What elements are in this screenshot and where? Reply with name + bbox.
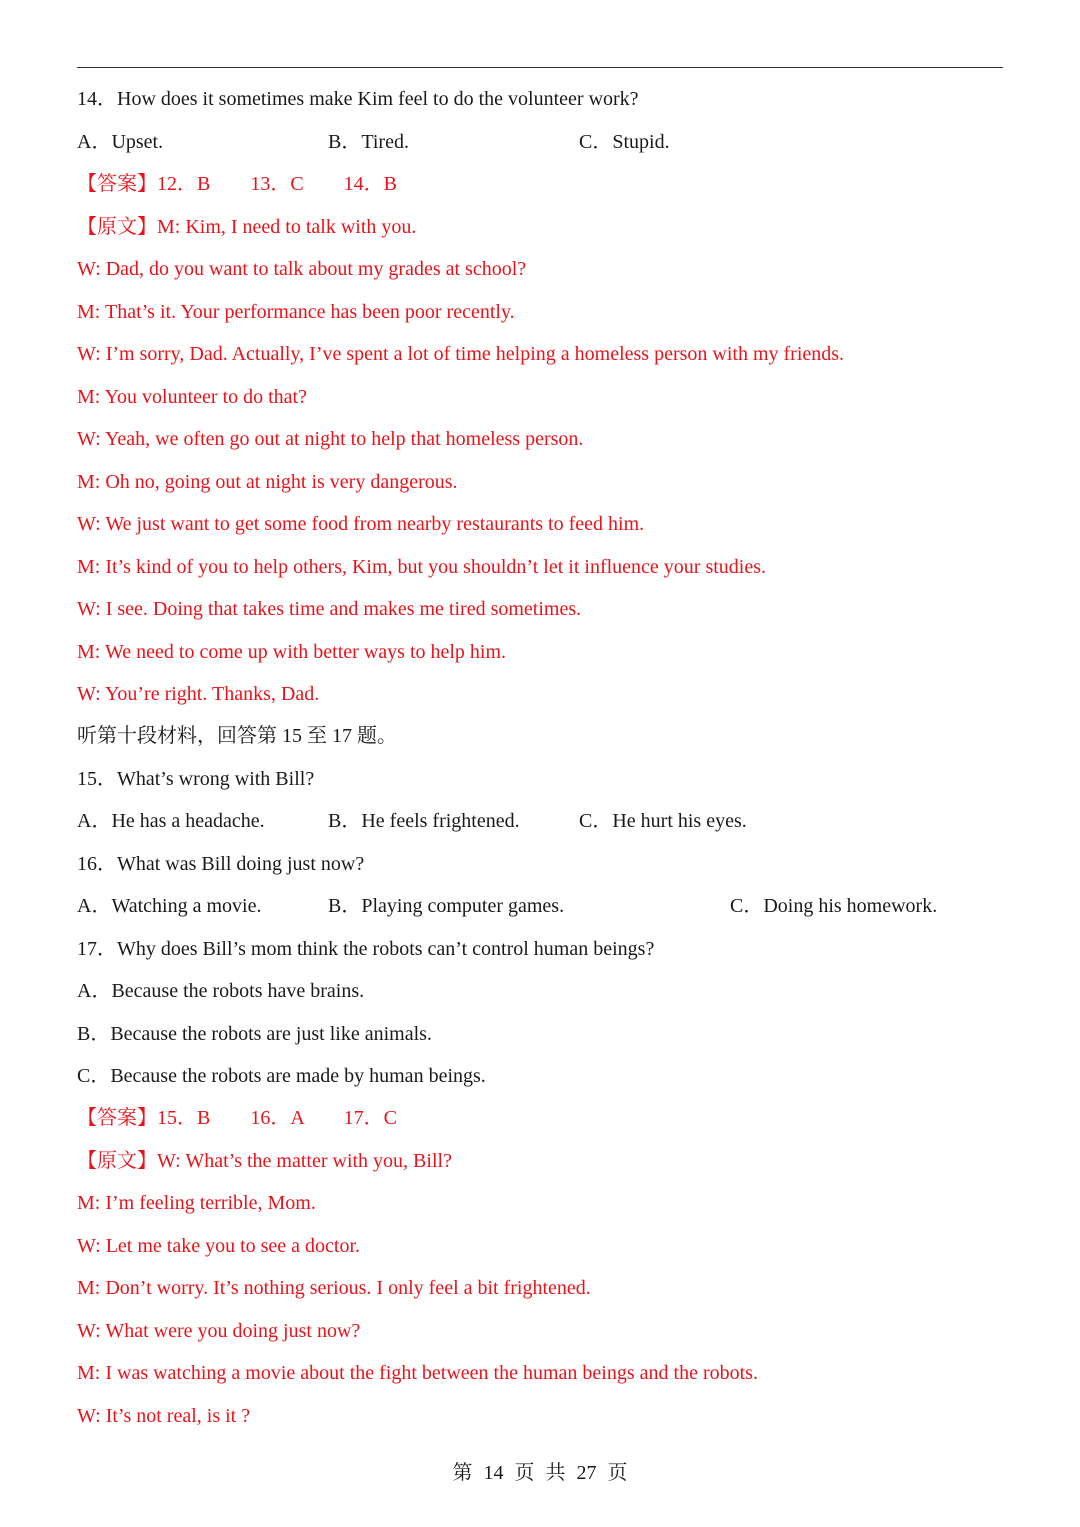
transcript-1-line: M: That’s it. Your performance has been poor recently.	[77, 301, 515, 323]
transcript-2-line: W: What were you doing just now?	[77, 1320, 361, 1342]
transcript-1-line: M: We need to come up with better ways to help him.	[77, 641, 507, 663]
section-header: 听第十段材料，回答第 15 至 17 题。	[77, 725, 397, 747]
transcript-tag: 【原文】	[77, 216, 157, 238]
question-16-options	[77, 894, 1003, 918]
transcript-2-line: M: I’m feeling terrible, Mom.	[77, 1192, 316, 1214]
transcript-1-line: M: You volunteer to do that?	[77, 386, 307, 408]
answer-tag: 【答案】	[77, 1107, 157, 1129]
q15-option-b: B．He feels frightened.	[328, 810, 520, 832]
transcript-2-first	[77, 1149, 452, 1173]
question-14: 14．How does it sometimes make Kim feel to do the volunteer work?	[77, 88, 639, 110]
answer-key-1	[77, 172, 397, 196]
q15-option-a: A．He has a headache.	[77, 810, 265, 832]
q14-option-c: C．Stupid.	[579, 131, 670, 153]
transcript-line: M: Kim, I need to talk with you.	[157, 216, 417, 238]
transcript-tag: 【原文】	[77, 1150, 157, 1172]
q15-option-c: C．He hurt his eyes.	[579, 810, 747, 832]
page-number: 第 14 页 共 27 页	[452, 1462, 628, 1484]
question-17: 17．Why does Bill’s mom think the robots can’t control human beings?	[77, 938, 655, 960]
q14-option-b: B．Tired.	[328, 131, 409, 153]
q17-option-b: B．Because the robots are just like animals.	[77, 1023, 432, 1045]
header-rule	[77, 67, 1003, 68]
q16-option-b: B．Playing computer games.	[328, 895, 565, 917]
transcript-1-line: W: We just want to get some food from nearby restaurants to feed him.	[77, 513, 645, 535]
transcript-1-line: W: You’re right. Thanks, Dad.	[77, 683, 320, 705]
answer-tag: 【答案】	[77, 173, 157, 195]
transcript-1-line: W: I’m sorry, Dad. Actually, I’ve spent a lot of time helping a homeless person with my friends.	[77, 343, 845, 365]
question-16: 16．What was Bill doing just now?	[77, 853, 365, 875]
q17-option-a: A．Because the robots have brains.	[77, 980, 365, 1002]
answer-text: 12．B 13．C 14．B	[157, 173, 398, 195]
q17-option-c: C．Because the robots are made by human beings.	[77, 1065, 486, 1087]
q14-option-a: A．Upset.	[77, 131, 164, 153]
answer-text: 15．B 16．A 17．C	[157, 1107, 398, 1129]
transcript-1-line: M: It’s kind of you to help others, Kim, but you shouldn’t let it influence your studies.	[77, 556, 767, 578]
transcript-2-line: W: Let me take you to see a doctor.	[77, 1235, 361, 1257]
transcript-1-line: W: Dad, do you want to talk about my grades at school?	[77, 258, 527, 280]
answer-key-2	[77, 1106, 397, 1130]
transcript-1-first	[77, 215, 416, 239]
transcript-2-line: W: It’s not real, is it ?	[77, 1405, 251, 1427]
question-15: 15．What’s wrong with Bill?	[77, 768, 315, 790]
question-14-options	[77, 130, 1003, 154]
transcript-2-line: M: I was watching a movie about the fight between the human beings and the robots.	[77, 1362, 758, 1384]
q16-option-c: C．Doing his homework.	[730, 895, 938, 917]
transcript-1-line: M: Oh no, going out at night is very dangerous.	[77, 471, 458, 493]
transcript-2-line: M: Don’t worry. It’s nothing serious. I only feel a bit frightened.	[77, 1277, 591, 1299]
transcript-1-line: W: I see. Doing that takes time and makes me tired sometimes.	[77, 598, 582, 620]
transcript-line: W: What’s the matter with you, Bill?	[157, 1150, 452, 1172]
transcript-1-line: W: Yeah, we often go out at night to help that homeless person.	[77, 428, 584, 450]
q16-option-a: A．Watching a movie.	[77, 895, 262, 917]
question-15-options	[77, 809, 1003, 833]
